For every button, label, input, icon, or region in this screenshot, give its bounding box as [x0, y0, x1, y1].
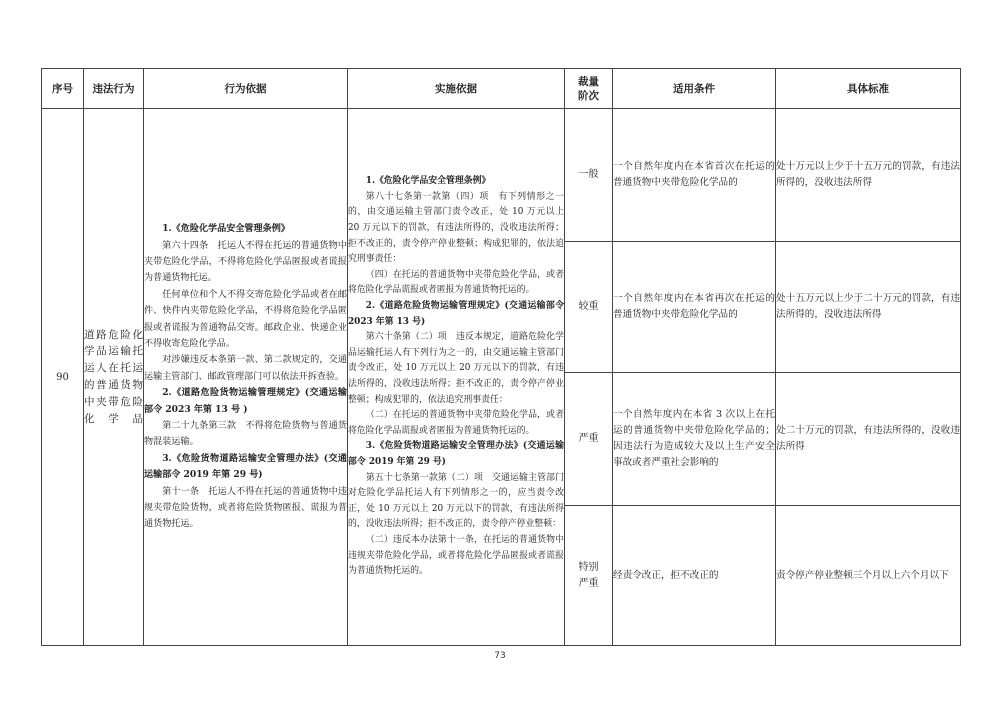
basis-law-1-para-2: 任何单位和个人不得交寄危险化学品或者在邮件、快件内夹带危险化学品，不得将危险化学品匿报或者谎报为普通物品交寄。邮政企业、快递企业不得收寄危险化学品。: [144, 289, 347, 349]
header-violation: 违法行为: [84, 69, 144, 109]
basis-law-1-title: 1.《危险化学品安全管理条例》: [162, 223, 290, 235]
condition-general: 一个自然年度内在本省首次在托运的普通货物中夹带危险化学品的: [613, 109, 776, 242]
level-severe: 严重: [565, 373, 613, 506]
basis-law-2-article: 第二十九条第三款 不得将危险货物与普通货物混装运输。: [144, 421, 347, 448]
basis-law-1-para-3: 对涉嫌违反本条第一款、第二款规定的，交通运输主管部门、邮政管理部门可以依法开拆查验。: [144, 355, 347, 382]
row-violation: 道路危险化学品运输托运人在托运的普通货物中夹带危险化学品: [84, 109, 144, 646]
level-serious: 较重: [565, 242, 613, 373]
condition-severe: 一个自然年度内在本省 3 次以上在托运的普通货物中夹带危险化学品的；因违法行为造成较大及以上生产安全事故或者严重社会影响的: [613, 373, 776, 506]
row-implementation: [348, 109, 565, 646]
header-level: [565, 69, 613, 109]
standard-extremely-severe: 责令停产停业整顿三个月以上六个月以下: [776, 506, 961, 646]
level-extremely-severe: [565, 506, 613, 646]
page-number: 73: [494, 651, 506, 661]
impl-law-2-title: 2.《道路危险货物运输管理规定》(交通运输部令 2023 年第 13 号): [348, 301, 564, 327]
basis-law-3-title: 3.《危险货物道路运输安全管理办法》(交通运输部令 2019 年第 29 号): [144, 452, 347, 481]
impl-law-1-item: （四）在托运的普通货物中夹带危险化学品，或者将危险化学品谎报或者匿报为普通货物托运的。: [348, 269, 564, 296]
penalty-table: [41, 68, 961, 646]
impl-law-1-article: 第八十七条第一款第（四）项 有下列情形之一的，由交通运输主管部门责令改正，处 10 万元以上 20 万元以下的罚款，有违法所得的，没收违法所得；拒不改正的，责令停产停业整顿；构成犯罪的，依法追究刑事责任：: [348, 191, 564, 265]
impl-law-3-item: （二）违反本办法第十一条，在托运的普通货物中违规夹带危险化学品，或者将危险化学品匿报或者谎报为普通货物托运的。: [348, 534, 564, 577]
impl-law-3-article: 第五十七条第一款第（二）项 交通运输主管部门对危险化学品托运人有下列情形之一的，应当责令改正，处 10 万元以上 20 万元以下的罚款，有违法所得的，没收违法所得；拒不改正的，责令停产停业整顿：: [348, 472, 564, 530]
condition-extremely-severe: 经责令改正，拒不改正的: [613, 506, 776, 646]
header-seq: 序号: [42, 69, 84, 109]
header-level-text: 裁量阶次: [578, 75, 599, 102]
standard-serious: 处十五万元以上少于二十万元的罚款，有违法所得的，没收违法所得: [776, 242, 961, 373]
impl-law-1-title: 1.《危险化学品安全管理条例》: [365, 176, 491, 187]
basis-law-3-article: 第十一条 托运人不得在托运的普通货物中违规夹带危险货物，或者将危险货物匿报、谎报为普通货物托运。: [144, 486, 347, 530]
basis-law-2-title: 2.《道路危险货物运输管理规定》(交通运输部令 2023 年第 13 号 ): [144, 387, 347, 415]
condition-serious: 一个自然年度内在本省再次在托运的普通货物中夹带危险化学品的: [613, 242, 776, 373]
standard-severe: 处二十万元的罚款，有违法所得的，没收违法所得: [776, 373, 961, 506]
impl-law-2-item: （二）在托运的普通货物中夹带危险化学品，或者将危险化学品谎报或者匿报为普通货物托运的。: [348, 410, 564, 436]
header-basis: 行为依据: [144, 69, 348, 109]
impl-law-3-title: 3.《危险货物道路运输安全管理办法》(交通运输部令 2019 年第 29 号): [348, 441, 564, 467]
header-standard: 具体标准: [776, 69, 961, 109]
header-row: [42, 69, 961, 109]
row-seq: 90: [42, 109, 84, 646]
table-row: [42, 109, 961, 242]
standard-general: 处十万元以上少于十五万元的罚款，有违法所得的，没收违法所得: [776, 109, 961, 242]
basis-law-1-article: 第六十四条 托运人不得在托运的普通货物中夹带危险化学品，不得将危险化学品匿报或者谎报为普通货物托运。: [144, 240, 347, 284]
header-implementation: 实施依据: [348, 69, 565, 109]
impl-law-2-article: 第六十条第（二）项 违反本规定，道路危险化学品运输托运人有下列行为之一的，由交通运输主管部门责令改正，处 10 万元以上 20 万元以下的罚款，有违法所得的，没收违法所得；拒不改正的，责令停产停业整顿；构成犯罪的，依法追究刑事责任：: [348, 332, 564, 405]
level-extremely-severe-text: 特别严重: [578, 561, 599, 589]
header-condition: 适用条件: [613, 69, 776, 109]
level-general: 一般: [565, 109, 613, 242]
row-basis: [144, 109, 348, 646]
